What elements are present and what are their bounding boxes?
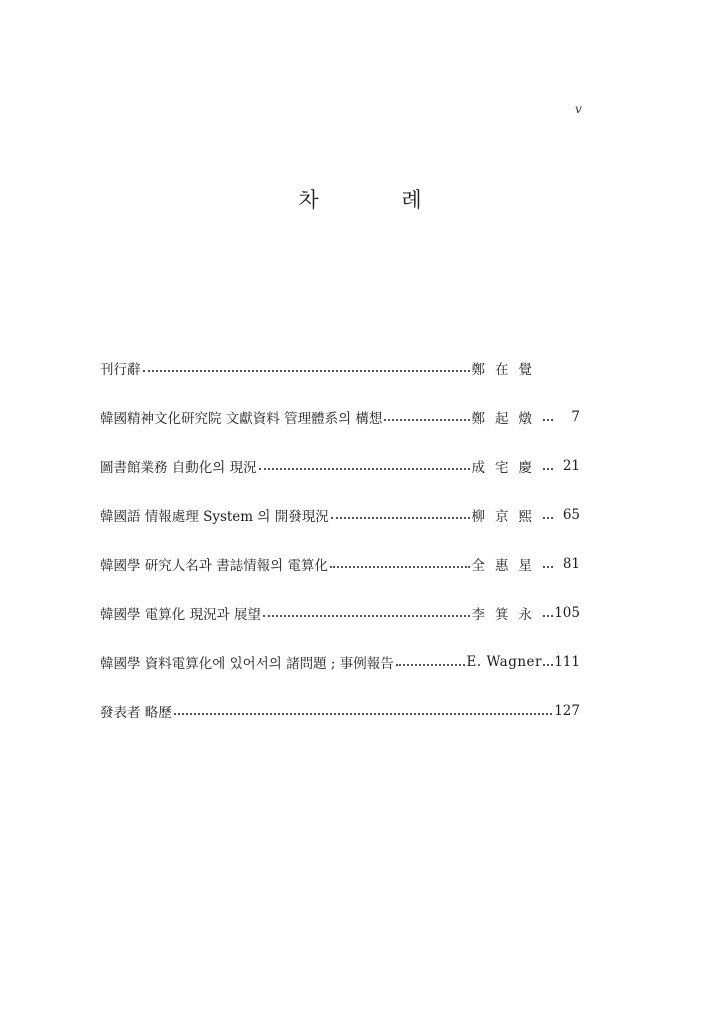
dot-leader [174,712,552,715]
toc-entry [100,686,580,735]
toc-entry-page: 105 [554,604,580,621]
toc-entry-title: 韓國精神文化研究院 文獻資料 管理體系의 構想 [100,410,383,427]
toc-entry-title: 刊行辭 [100,361,141,378]
toc-entry-title: 韓國學 研究人名과 書誌情報의 電算化 [100,557,328,574]
toc-entry [100,588,580,637]
toc-entry [100,490,580,539]
toc-entry-author: 柳京熙 [471,508,542,525]
dot-leader [384,418,469,421]
dot-leader-trail [543,418,553,421]
toc-entry-page: 65 [562,506,580,523]
dot-leader-trail [543,370,553,371]
toc-entry-page: 127 [554,702,580,719]
toc-entry [100,637,580,686]
toc-entry-author: 李箕永 [471,606,542,623]
dot-leader-trail [543,565,553,568]
dot-leader [259,467,470,470]
toc-entry-title: 圖書館業務 自動化의 現況 [100,459,257,476]
toc-entry-author: 成宅慶 [471,459,542,476]
toc-entry [100,441,580,490]
table-of-contents [100,343,580,735]
toc-entry-author: E. Wagner [466,653,542,670]
toc-entry [100,392,580,441]
dot-leader-trail [543,614,553,617]
page-number: v [575,102,582,116]
dot-leader [143,369,470,372]
toc-entry-page: 21 [562,457,580,474]
dot-leader [331,516,470,519]
toc-entry-title: 發表者 略歷 [100,704,172,721]
dot-leader [263,614,470,617]
toc-entry-page: 81 [562,555,580,572]
toc-entry-title: 韓國學 電算化 現況과 展望 [100,606,261,623]
toc-entry-author: 鄭起燉 [471,410,542,427]
toc-entry-page: 111 [554,653,580,670]
dot-leader-trail [543,516,553,519]
dot-leader [396,663,465,666]
dot-leader-trail [543,467,553,470]
dot-leader-trail [543,663,553,666]
page-title: 차 례 [298,188,460,212]
dot-leader [330,565,470,568]
toc-entry-title: 韓國語 情報處理 System 의 開發現況 [100,508,329,525]
toc-entry [100,539,580,588]
toc-entry [100,343,580,392]
toc-entry-author: 全惠星 [471,557,542,574]
toc-entry-page: 7 [571,408,580,425]
toc-entry-title: 韓國學 資料電算化에 있어서의 諸問題 ; 事例報告 [100,655,394,672]
toc-entry-author: 鄭在覺 [471,361,542,378]
